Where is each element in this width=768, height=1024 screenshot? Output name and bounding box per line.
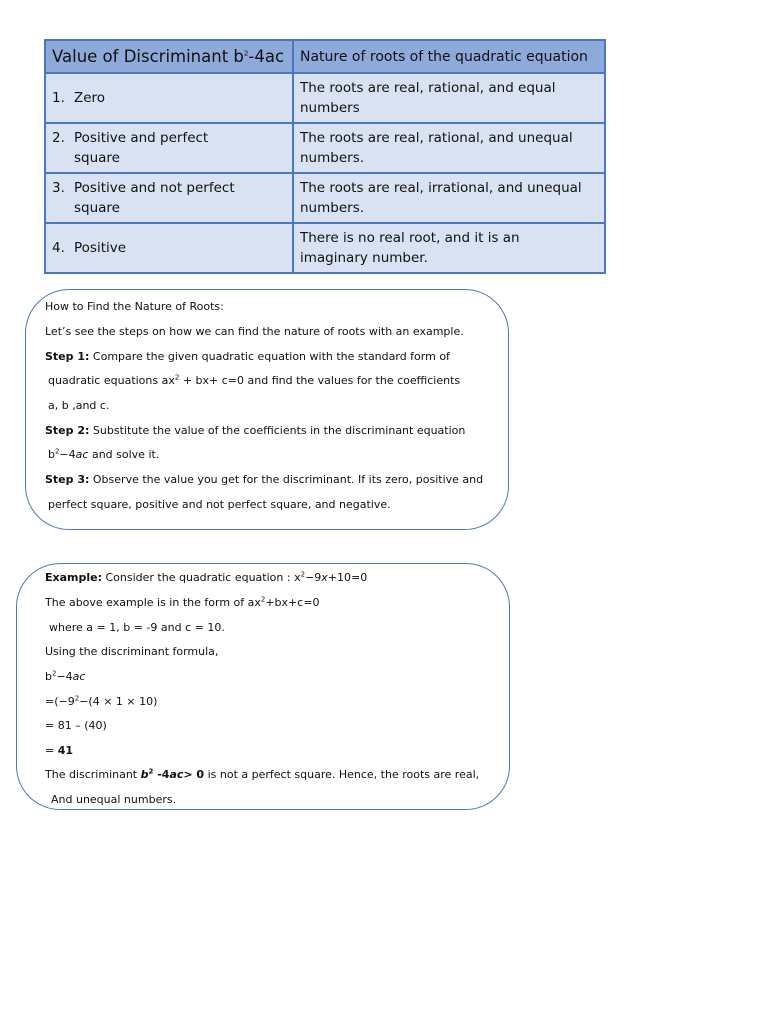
nature-cell: The roots are real, rational, and equal numbers [293,73,605,123]
example-line: $=(-9^2-(4 \times 1 \times 10)$ [45,694,158,708]
step-2-line: Step 2: Substitute the value of the coefficients in the discriminant equation [45,424,466,437]
table-row [45,173,605,223]
example-box [16,563,510,810]
steps-intro: Let’s see the steps on how we can find the nature of roots with an example. [45,325,464,338]
step-3-line: Step 3: Observe the value you get for the discriminant. If its zero, positive and [45,473,484,486]
step-1-line: Step 1: Compare the given quadratic equation with the standard form of [45,350,450,363]
table-row [45,123,605,173]
example-line: Example: Consider the quadratic equation : $x^2-9x+10=0$ [45,570,368,584]
example-line: The above example is in the form of $ax^2+bx+c=0$ [45,595,320,609]
step-3-line: perfect square, positive and not perfect square, and negative. [48,498,391,511]
steps-box [25,289,509,530]
value-cell: 1. Zero [45,73,293,123]
value-cell: 3. Positive and not perfect square [45,173,293,223]
step-1-line: quadratic equations $ax^2 + bx+ c=0$ and find the values for the coefficients [48,373,461,387]
nature-cell: The roots are real, rational, and unequal numbers. [293,123,605,173]
table-header-row [45,40,605,73]
example-line: = 41 [45,744,74,757]
nature-cell: The roots are real, irrational, and unequal numbers. [293,173,605,223]
value-cell: 2. Positive and perfect square [45,123,293,173]
table-row [45,73,605,123]
example-line: The discriminant $b^2$ -4ac> 0 is not a perfect square. Hence, the roots are real, [45,767,480,781]
steps-title: How to Find the Nature of Roots: [45,300,224,313]
example-line: $b^2-4ac$ [45,669,86,683]
example-line: And unequal numbers. [51,793,177,806]
example-line: where a = 1, b = -9 and c = 10. [49,621,225,634]
header-nature: Nature of roots of the quadratic equation [293,40,605,73]
value-cell: 4. Positive [45,223,293,273]
nature-cell: There is no real root, and it is an imaginary number. [293,223,605,273]
header-discriminant: Value of Discriminant $b^2-4ac$ [45,40,293,73]
example-line: = 81 – (40) [45,719,107,732]
example-line: Using the discriminant formula, [45,645,219,658]
discriminant-table [44,39,606,274]
step-1-line: a, b ,and c. [48,399,110,412]
step-2-line: $b^2-4ac$ and solve it. [48,447,160,461]
table-row [45,223,605,273]
